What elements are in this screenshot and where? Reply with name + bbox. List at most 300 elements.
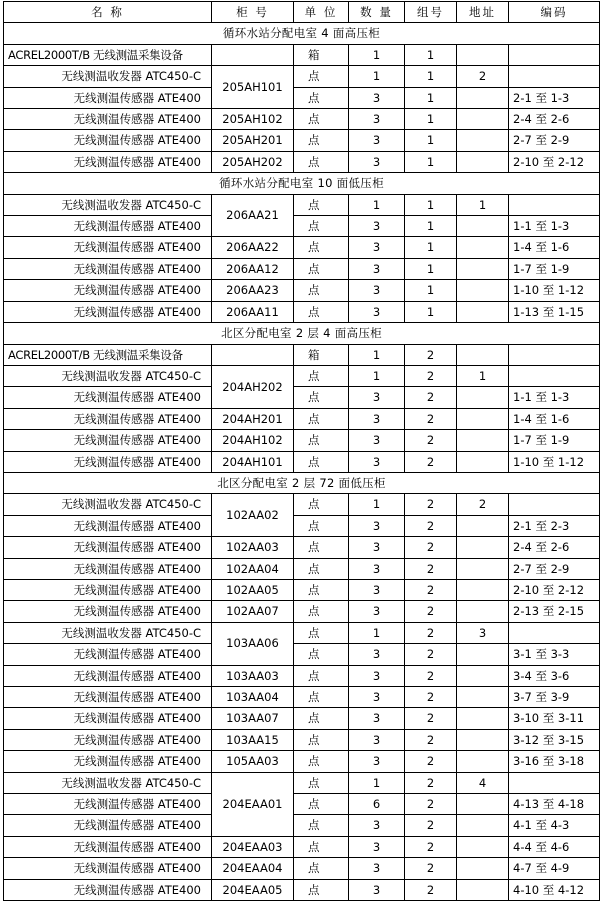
group-cell: 2	[405, 751, 457, 772]
cabinet-number: 103AA06	[212, 622, 294, 665]
group-cell: 2	[405, 408, 457, 429]
unit-cell: 点	[294, 387, 349, 408]
table-row	[4, 258, 600, 279]
cabinet-number: 204EAA05	[212, 879, 294, 900]
address-cell	[457, 579, 509, 600]
equipment-name: 无线测温收发器 ATC450-C	[4, 194, 212, 215]
address-cell	[457, 708, 509, 729]
address-cell: 2	[457, 66, 509, 87]
table-row	[4, 66, 600, 87]
group-cell: 2	[405, 515, 457, 536]
quantity-cell: 3	[349, 130, 405, 151]
table-row	[4, 194, 600, 215]
table-row	[4, 216, 600, 237]
address-cell	[457, 130, 509, 151]
address-cell: 1	[457, 365, 509, 386]
equipment-name: 无线测温传感器 ATE400	[4, 408, 212, 429]
equipment-name: 无线测温收发器 ATC450-C	[4, 365, 212, 386]
equipment-name: 无线测温传感器 ATE400	[4, 237, 212, 258]
table-row	[4, 879, 600, 900]
quantity-cell: 3	[349, 858, 405, 879]
group-cell: 2	[405, 579, 457, 600]
unit-cell: 点	[294, 815, 349, 836]
address-cell	[457, 601, 509, 622]
code-cell: 1-10 至 1-12	[509, 280, 600, 301]
group-cell: 1	[405, 280, 457, 301]
unit-cell: 点	[294, 772, 349, 793]
unit-cell: 点	[294, 644, 349, 665]
unit-cell: 点	[294, 515, 349, 536]
unit-cell: 点	[294, 109, 349, 130]
code-cell: 1-1 至 1-3	[509, 387, 600, 408]
quantity-cell: 3	[349, 687, 405, 708]
quantity-cell: 3	[349, 387, 405, 408]
cabinet-number: 204AH101	[212, 451, 294, 472]
table-row	[4, 729, 600, 750]
quantity-cell: 3	[349, 879, 405, 900]
address-cell	[457, 408, 509, 429]
section-title: 循环水站分配电室 10 面低压柜	[4, 173, 600, 194]
quantity-cell: 3	[349, 237, 405, 258]
section-title: 北区分配电室 2 层 72 面低压柜	[4, 472, 600, 493]
equipment-name: ACREL2000T/B 无线测温采集设备	[4, 44, 212, 65]
table-row	[4, 794, 600, 815]
code-cell: 2-10 至 2-12	[509, 151, 600, 172]
quantity-cell: 6	[349, 794, 405, 815]
address-cell	[457, 216, 509, 237]
unit-cell: 点	[294, 794, 349, 815]
group-cell: 1	[405, 258, 457, 279]
equipment-name: 无线测温收发器 ATC450-C	[4, 622, 212, 643]
address-cell	[457, 729, 509, 750]
table-row	[4, 387, 600, 408]
equipment-name: 无线测温传感器 ATE400	[4, 537, 212, 558]
equipment-name: 无线测温传感器 ATE400	[4, 87, 212, 108]
table-row	[4, 430, 600, 451]
code-cell: 3-10 至 3-11	[509, 708, 600, 729]
cabinet-number: 206AA11	[212, 301, 294, 322]
header-row	[4, 2, 600, 23]
code-cell: 4-1 至 4-3	[509, 815, 600, 836]
table-row	[4, 665, 600, 686]
quantity-cell: 3	[349, 430, 405, 451]
address-cell	[457, 301, 509, 322]
unit-cell: 点	[294, 237, 349, 258]
table-row	[4, 751, 600, 772]
quantity-cell: 1	[349, 344, 405, 365]
code-cell: 2-4 至 2-6	[509, 537, 600, 558]
quantity-cell: 1	[349, 772, 405, 793]
cabinet-number: 205AH201	[212, 130, 294, 151]
group-cell: 2	[405, 451, 457, 472]
header-address: 地址	[457, 2, 509, 23]
group-cell: 2	[405, 772, 457, 793]
group-cell: 2	[405, 858, 457, 879]
table-row	[4, 494, 600, 515]
unit-cell: 点	[294, 365, 349, 386]
group-cell: 2	[405, 665, 457, 686]
cabinet-number	[212, 344, 294, 365]
quantity-cell: 3	[349, 87, 405, 108]
header-quantity: 数 量	[349, 2, 405, 23]
address-cell	[457, 879, 509, 900]
address-cell	[457, 515, 509, 536]
table-row	[4, 87, 600, 108]
cabinet-number: 102AA05	[212, 579, 294, 600]
cabinet-number: 204EAA04	[212, 858, 294, 879]
cabinet-number: 204EAA01	[212, 772, 294, 836]
code-cell: 3-1 至 3-3	[509, 644, 600, 665]
table-row	[4, 109, 600, 130]
quantity-cell: 3	[349, 558, 405, 579]
address-cell	[457, 44, 509, 65]
unit-cell: 点	[294, 216, 349, 237]
quantity-cell: 3	[349, 280, 405, 301]
unit-cell: 点	[294, 665, 349, 686]
code-cell: 1-4 至 1-6	[509, 408, 600, 429]
code-cell	[509, 622, 600, 643]
code-cell: 1-1 至 1-3	[509, 216, 600, 237]
equipment-name: 无线测温传感器 ATE400	[4, 151, 212, 172]
unit-cell: 点	[294, 836, 349, 857]
table-row	[4, 408, 600, 429]
equipment-name: 无线测温传感器 ATE400	[4, 729, 212, 750]
equipment-name: 无线测温传感器 ATE400	[4, 387, 212, 408]
unit-cell: 点	[294, 558, 349, 579]
unit-cell: 点	[294, 708, 349, 729]
equipment-name: ACREL2000T/B 无线测温采集设备	[4, 344, 212, 365]
code-cell	[509, 344, 600, 365]
quantity-cell: 3	[349, 301, 405, 322]
code-cell	[509, 772, 600, 793]
cabinet-number: 206AA22	[212, 237, 294, 258]
group-cell: 2	[405, 387, 457, 408]
code-cell: 2-7 至 2-9	[509, 558, 600, 579]
address-cell	[457, 344, 509, 365]
cabinet-number: 204AH201	[212, 408, 294, 429]
address-cell	[457, 451, 509, 472]
section-header-row	[4, 173, 600, 194]
equipment-name: 无线测温传感器 ATE400	[4, 258, 212, 279]
code-cell	[509, 194, 600, 215]
equipment-name: 无线测温传感器 ATE400	[4, 879, 212, 900]
table-row	[4, 708, 600, 729]
code-cell: 3-4 至 3-6	[509, 665, 600, 686]
cabinet-number: 206AA21	[212, 194, 294, 237]
unit-cell: 点	[294, 451, 349, 472]
table-row	[4, 858, 600, 879]
address-cell	[457, 537, 509, 558]
equipment-name: 无线测温收发器 ATC450-C	[4, 772, 212, 793]
code-cell	[509, 365, 600, 386]
quantity-cell: 3	[349, 515, 405, 536]
cabinet-number: 205AH202	[212, 151, 294, 172]
cabinet-number: 102AA07	[212, 601, 294, 622]
equipment-name: 无线测温收发器 ATC450-C	[4, 66, 212, 87]
unit-cell: 点	[294, 537, 349, 558]
group-cell: 1	[405, 216, 457, 237]
equipment-name: 无线测温传感器 ATE400	[4, 751, 212, 772]
code-cell: 2-7 至 2-9	[509, 130, 600, 151]
code-cell: 3-16 至 3-18	[509, 751, 600, 772]
equipment-name: 无线测温传感器 ATE400	[4, 644, 212, 665]
table-row	[4, 537, 600, 558]
header-cabinet: 柜 号	[212, 2, 294, 23]
unit-cell: 点	[294, 258, 349, 279]
table-row	[4, 601, 600, 622]
quantity-cell: 1	[349, 622, 405, 643]
address-cell	[457, 109, 509, 130]
unit-cell: 点	[294, 301, 349, 322]
group-cell: 2	[405, 708, 457, 729]
group-cell: 1	[405, 301, 457, 322]
code-cell	[509, 66, 600, 87]
code-cell: 2-4 至 2-6	[509, 109, 600, 130]
unit-cell: 点	[294, 430, 349, 451]
quantity-cell: 3	[349, 537, 405, 558]
group-cell: 2	[405, 836, 457, 857]
cabinet-number: 103AA07	[212, 708, 294, 729]
unit-cell: 点	[294, 66, 349, 87]
group-cell: 2	[405, 365, 457, 386]
cabinet-number: 205AH102	[212, 109, 294, 130]
address-cell: 3	[457, 622, 509, 643]
address-cell	[457, 687, 509, 708]
cabinet-number: 103AA04	[212, 687, 294, 708]
quantity-cell: 1	[349, 494, 405, 515]
group-cell: 1	[405, 109, 457, 130]
unit-cell: 箱	[294, 44, 349, 65]
header-code: 编码	[509, 2, 600, 23]
quantity-cell: 3	[349, 408, 405, 429]
address-cell	[457, 558, 509, 579]
section-title: 循环水站分配电室 4 面高压柜	[4, 23, 600, 44]
equipment-name: 无线测温传感器 ATE400	[4, 280, 212, 301]
group-cell: 2	[405, 794, 457, 815]
group-cell: 2	[405, 687, 457, 708]
equipment-name: 无线测温传感器 ATE400	[4, 430, 212, 451]
equipment-name: 无线测温传感器 ATE400	[4, 130, 212, 151]
quantity-cell: 3	[349, 258, 405, 279]
cabinet-number: 103AA15	[212, 729, 294, 750]
table-row	[4, 579, 600, 600]
header-group: 组号	[405, 2, 457, 23]
equipment-name: 无线测温传感器 ATE400	[4, 665, 212, 686]
equipment-name: 无线测温传感器 ATE400	[4, 558, 212, 579]
quantity-cell: 1	[349, 365, 405, 386]
unit-cell: 点	[294, 194, 349, 215]
group-cell: 2	[405, 879, 457, 900]
address-cell	[457, 836, 509, 857]
equipment-table	[3, 1, 600, 901]
table-row	[4, 151, 600, 172]
cabinet-number: 204EAA03	[212, 836, 294, 857]
group-cell: 1	[405, 194, 457, 215]
cabinet-number: 105AA03	[212, 751, 294, 772]
equipment-name: 无线测温传感器 ATE400	[4, 601, 212, 622]
section-header-row	[4, 323, 600, 344]
group-cell: 2	[405, 622, 457, 643]
address-cell: 4	[457, 772, 509, 793]
code-cell: 3-12 至 3-15	[509, 729, 600, 750]
quantity-cell: 3	[349, 109, 405, 130]
quantity-cell: 3	[349, 451, 405, 472]
group-cell: 1	[405, 130, 457, 151]
address-cell	[457, 794, 509, 815]
unit-cell: 点	[294, 130, 349, 151]
equipment-name: 无线测温传感器 ATE400	[4, 687, 212, 708]
table-row	[4, 622, 600, 643]
quantity-cell: 3	[349, 729, 405, 750]
equipment-name: 无线测温传感器 ATE400	[4, 815, 212, 836]
quantity-cell: 3	[349, 216, 405, 237]
equipment-name: 无线测温传感器 ATE400	[4, 301, 212, 322]
unit-cell: 点	[294, 87, 349, 108]
code-cell	[509, 44, 600, 65]
address-cell	[457, 815, 509, 836]
unit-cell: 点	[294, 687, 349, 708]
unit-cell: 点	[294, 622, 349, 643]
equipment-name: 无线测温传感器 ATE400	[4, 794, 212, 815]
table-row	[4, 558, 600, 579]
code-cell: 1-7 至 1-9	[509, 430, 600, 451]
address-cell: 2	[457, 494, 509, 515]
equipment-table-sheet	[3, 1, 600, 901]
table-row	[4, 130, 600, 151]
table-row	[4, 44, 600, 65]
code-cell: 2-1 至 2-3	[509, 515, 600, 536]
code-cell: 4-10 至 4-12	[509, 879, 600, 900]
table-body	[4, 23, 600, 901]
quantity-cell: 3	[349, 751, 405, 772]
code-cell: 4-4 至 4-6	[509, 836, 600, 857]
address-cell	[457, 387, 509, 408]
unit-cell: 点	[294, 879, 349, 900]
group-cell: 2	[405, 344, 457, 365]
group-cell: 1	[405, 237, 457, 258]
quantity-cell: 1	[349, 194, 405, 215]
unit-cell: 箱	[294, 344, 349, 365]
equipment-name: 无线测温传感器 ATE400	[4, 836, 212, 857]
address-cell: 1	[457, 194, 509, 215]
equipment-name: 无线测温传感器 ATE400	[4, 451, 212, 472]
section-header-row	[4, 23, 600, 44]
group-cell: 2	[405, 558, 457, 579]
table-row	[4, 836, 600, 857]
address-cell	[457, 665, 509, 686]
quantity-cell: 1	[349, 44, 405, 65]
cabinet-number	[212, 44, 294, 65]
header-name: 名 称	[4, 2, 212, 23]
address-cell	[457, 237, 509, 258]
code-cell	[509, 494, 600, 515]
unit-cell: 点	[294, 729, 349, 750]
address-cell	[457, 258, 509, 279]
group-cell: 1	[405, 87, 457, 108]
address-cell	[457, 751, 509, 772]
section-title: 北区分配电室 2 层 4 面高压柜	[4, 323, 600, 344]
group-cell: 1	[405, 66, 457, 87]
address-cell	[457, 280, 509, 301]
code-cell: 2-10 至 2-12	[509, 579, 600, 600]
group-cell: 2	[405, 494, 457, 515]
table-row	[4, 515, 600, 536]
code-cell: 4-7 至 4-9	[509, 858, 600, 879]
header-unit: 单 位	[294, 2, 349, 23]
table-row	[4, 344, 600, 365]
quantity-cell: 3	[349, 708, 405, 729]
table-row	[4, 280, 600, 301]
group-cell: 2	[405, 537, 457, 558]
quantity-cell: 3	[349, 601, 405, 622]
unit-cell: 点	[294, 751, 349, 772]
code-cell: 1-10 至 1-12	[509, 451, 600, 472]
group-cell: 2	[405, 644, 457, 665]
table-row	[4, 301, 600, 322]
group-cell: 1	[405, 44, 457, 65]
equipment-name: 无线测温传感器 ATE400	[4, 579, 212, 600]
equipment-name: 无线测温传感器 ATE400	[4, 216, 212, 237]
unit-cell: 点	[294, 494, 349, 515]
table-row	[4, 687, 600, 708]
code-cell: 3-7 至 3-9	[509, 687, 600, 708]
address-cell	[457, 430, 509, 451]
code-cell: 2-13 至 2-15	[509, 601, 600, 622]
code-cell: 4-13 至 4-18	[509, 794, 600, 815]
cabinet-number: 204AH102	[212, 430, 294, 451]
unit-cell: 点	[294, 408, 349, 429]
table-row	[4, 451, 600, 472]
equipment-name: 无线测温传感器 ATE400	[4, 109, 212, 130]
quantity-cell: 3	[349, 579, 405, 600]
unit-cell: 点	[294, 858, 349, 879]
cabinet-number: 206AA12	[212, 258, 294, 279]
quantity-cell: 3	[349, 815, 405, 836]
quantity-cell: 3	[349, 665, 405, 686]
equipment-name: 无线测温传感器 ATE400	[4, 708, 212, 729]
table-row	[4, 772, 600, 793]
address-cell	[457, 87, 509, 108]
table-row	[4, 237, 600, 258]
equipment-name: 无线测温收发器 ATC450-C	[4, 494, 212, 515]
table-row	[4, 365, 600, 386]
address-cell	[457, 858, 509, 879]
cabinet-number: 102AA04	[212, 558, 294, 579]
unit-cell: 点	[294, 151, 349, 172]
cabinet-number: 103AA03	[212, 665, 294, 686]
table-row	[4, 815, 600, 836]
quantity-cell: 3	[349, 836, 405, 857]
code-cell: 1-7 至 1-9	[509, 258, 600, 279]
group-cell: 2	[405, 601, 457, 622]
section-header-row	[4, 472, 600, 493]
equipment-name: 无线测温传感器 ATE400	[4, 515, 212, 536]
group-cell: 2	[405, 815, 457, 836]
table-row	[4, 644, 600, 665]
address-cell	[457, 644, 509, 665]
equipment-name: 无线测温传感器 ATE400	[4, 858, 212, 879]
cabinet-number: 206AA23	[212, 280, 294, 301]
unit-cell: 点	[294, 280, 349, 301]
cabinet-number: 205AH101	[212, 66, 294, 109]
unit-cell: 点	[294, 601, 349, 622]
group-cell: 2	[405, 729, 457, 750]
group-cell: 2	[405, 430, 457, 451]
cabinet-number: 102AA02	[212, 494, 294, 537]
cabinet-number: 102AA03	[212, 537, 294, 558]
unit-cell: 点	[294, 579, 349, 600]
group-cell: 1	[405, 151, 457, 172]
